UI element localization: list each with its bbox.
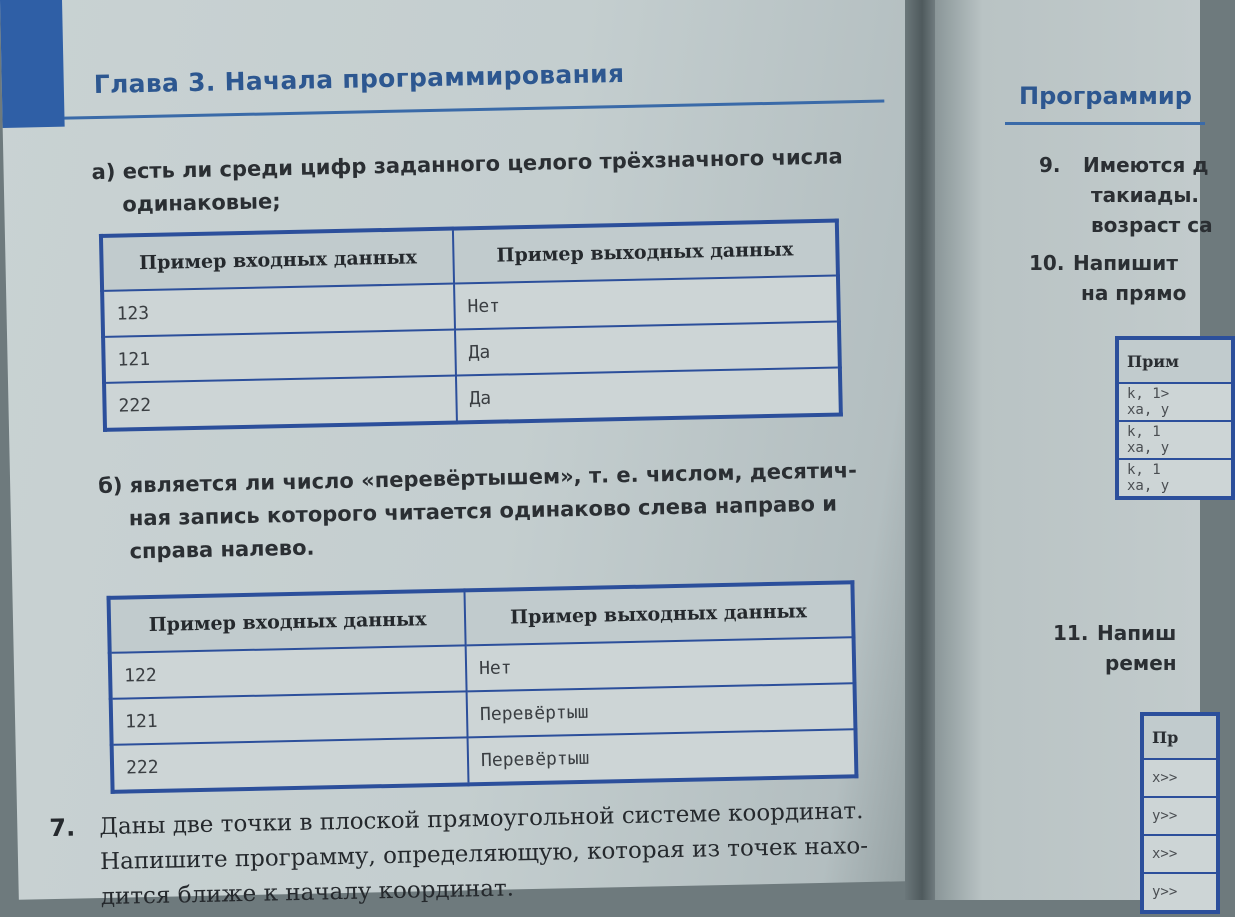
task-9-text (1039, 150, 1213, 240)
table-header-output: Пример выходных данных (453, 221, 838, 284)
item-a-text (91, 140, 843, 222)
chapter-title: Глава 3. Начала программирования (93, 58, 625, 100)
task-7-text (49, 794, 869, 915)
output-cell: Перевёртыш (468, 729, 857, 784)
item-b-line-2: ная запись которого читается одинаково слева направо и (128, 491, 838, 531)
table-header-input: Пример входных данных (109, 590, 466, 652)
table-10-cell: k, 1 xa, y (1117, 459, 1233, 498)
input-cell: 222 (112, 737, 469, 791)
task-11-line-1: Напиш (1097, 621, 1177, 645)
item-a-line-2: одинаковые; (122, 189, 281, 217)
output-cell: Да (455, 322, 840, 376)
input-cell: 122 (110, 645, 467, 698)
output-cell: Да (456, 367, 841, 422)
task-9-line-2: такиады. (1091, 183, 1200, 207)
task-9-line-3: возраст са (1091, 213, 1213, 237)
task-7-line-3: дится ближе к началу координат. (100, 875, 515, 911)
output-cell: Нет (466, 637, 855, 691)
task-10-line-2: на прямо (1081, 281, 1187, 305)
table-11-cell: y>> (1142, 797, 1218, 835)
header-rule (64, 100, 884, 120)
table-header-input: Пример входных данных (101, 229, 454, 291)
task-9-line-1: Имеются д (1083, 153, 1209, 177)
table-10-cell: k, 1 xa, y (1117, 421, 1233, 459)
table-b (107, 580, 859, 794)
table-11-cell: y>> (1142, 873, 1218, 912)
right-header-rule (1005, 122, 1205, 125)
table-11-header: Пр (1142, 714, 1218, 759)
task-10-text (1029, 248, 1186, 308)
right-page-title: Программир (1019, 82, 1192, 110)
input-cell: 222 (104, 376, 457, 430)
item-b-text (98, 454, 859, 569)
item-a-line-1: а) есть ли среди цифр заданного целого трёхзначного числа (91, 144, 843, 185)
task-9-number: 9. (1039, 153, 1061, 177)
task-7-line-1: Даны две точки в плоской прямоугольной системе координат. (99, 798, 864, 841)
task-10-number: 10. (1029, 251, 1065, 275)
output-cell: Нет (454, 276, 839, 330)
book-gutter (905, 0, 939, 900)
table-10-cell: k, 1> xa, y (1117, 383, 1233, 421)
input-cell: 121 (103, 330, 456, 383)
task-11-number: 11. (1053, 621, 1089, 645)
table-11-cell: x>> (1142, 835, 1218, 873)
input-cell: 123 (102, 284, 455, 337)
table-10-header: Прим (1117, 338, 1233, 383)
input-cell: 121 (111, 691, 468, 744)
table-header-output: Пример выходных данных (464, 582, 853, 645)
task-10-line-1: Напишит (1073, 251, 1178, 275)
task-11-text (1053, 618, 1177, 678)
task-11-line-2: ремен (1105, 651, 1177, 675)
item-b-line-1: б) является ли число «перевёртышем», т. е. числом, десятич- (97, 458, 858, 499)
table-11-cell: x>> (1142, 759, 1218, 797)
output-cell: Перевёртыш (467, 683, 856, 737)
task-7-line-2: Напишите программу, определяющую, которая из точек нахо- (99, 833, 869, 876)
table-10 (1115, 336, 1235, 500)
table-11 (1140, 712, 1220, 914)
right-page (935, 0, 1213, 900)
item-b-line-3: справа налево. (129, 535, 315, 564)
chapter-color-tab (0, 0, 65, 128)
table-a (99, 218, 843, 431)
task-7-number: 7. (49, 813, 76, 843)
